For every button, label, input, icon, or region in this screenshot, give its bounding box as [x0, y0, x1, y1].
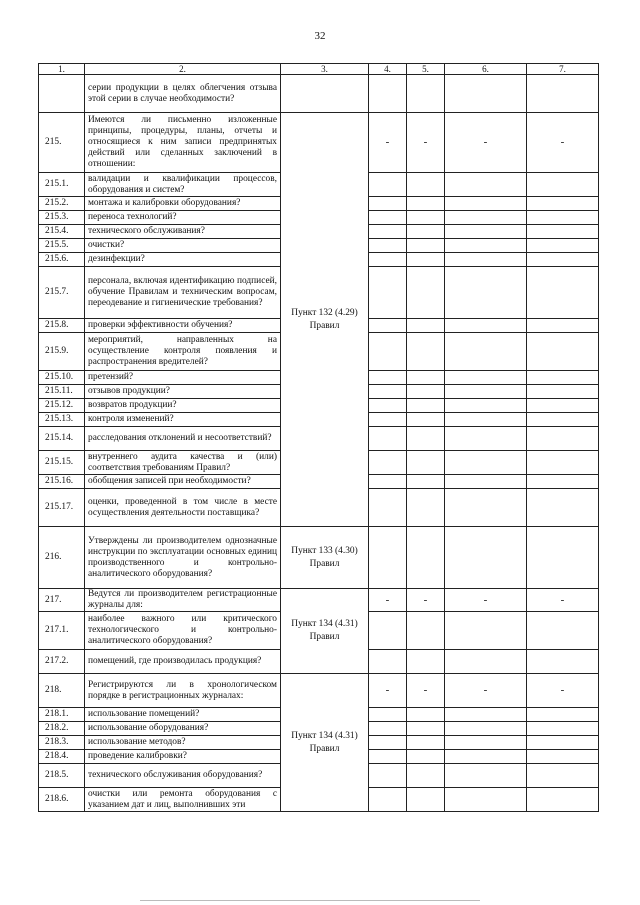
answer-cell[interactable] [445, 413, 527, 427]
answer-cell[interactable] [369, 788, 407, 812]
answer-cell[interactable] [445, 708, 527, 722]
answer-cell[interactable] [527, 319, 599, 333]
item-number: 218.6. [39, 788, 85, 812]
answer-cell[interactable] [369, 708, 407, 722]
question-text: использование оборудования? [85, 722, 281, 736]
answer-cell[interactable] [369, 385, 407, 399]
answer-cell[interactable] [407, 333, 445, 371]
item-number: 215.11. [39, 385, 85, 399]
question-text: технического обслуживания оборудования? [85, 764, 281, 788]
answer-cell[interactable] [527, 736, 599, 750]
answer-cell[interactable] [369, 413, 407, 427]
answer-cell[interactable] [527, 427, 599, 451]
answer-cell[interactable] [369, 722, 407, 736]
answer-cell[interactable] [527, 197, 599, 211]
table-row [39, 113, 599, 173]
answer-cell[interactable] [445, 722, 527, 736]
dash-mark: - [560, 593, 565, 606]
item-number: 217.2. [39, 650, 85, 674]
question-text: дезинфекции? [85, 253, 281, 267]
question-text: помещений, где производилась продукция? [85, 650, 281, 674]
answer-cell[interactable] [445, 197, 527, 211]
question-text: претензий? [85, 371, 281, 385]
dash-mark: - [483, 593, 488, 606]
dash-mark: - [483, 684, 488, 696]
answer-cell[interactable] [407, 239, 445, 253]
answer-cell[interactable] [445, 674, 527, 708]
column-header: 4. [369, 64, 407, 75]
answer-cell[interactable] [407, 650, 445, 674]
answer-cell[interactable] [527, 113, 599, 173]
question-text: обобщения записей при необходимости? [85, 475, 281, 489]
answer-cell[interactable] [369, 225, 407, 239]
item-number: 215.16. [39, 475, 85, 489]
item-number: 215. [39, 113, 85, 173]
answer-cell[interactable] [407, 489, 445, 527]
dash-mark: - [385, 684, 390, 696]
item-number: 215.3. [39, 211, 85, 225]
answer-cell[interactable] [527, 239, 599, 253]
answer-cell[interactable] [407, 589, 445, 612]
checklist-table [38, 63, 599, 812]
question-text: Регистрируются ли в хронологическом порядке в регистрационных журналах: [85, 674, 281, 708]
answer-cell[interactable] [369, 764, 407, 788]
answer-cell[interactable] [445, 267, 527, 319]
answer-cell[interactable] [407, 267, 445, 319]
question-text: наиболее важного или критического технологического и контрольно-аналитического оборудования? [85, 612, 281, 650]
answer-cell[interactable] [445, 211, 527, 225]
answer-cell[interactable] [527, 451, 599, 475]
column-header: 3. [281, 64, 369, 75]
item-number: 215.15. [39, 451, 85, 475]
answer-cell[interactable] [445, 650, 527, 674]
answer-cell[interactable] [407, 113, 445, 173]
item-number: 215.9. [39, 333, 85, 371]
answer-cell[interactable] [369, 239, 407, 253]
column-header: 1. [39, 64, 85, 75]
answer-cell[interactable] [445, 75, 527, 113]
item-number: 215.14. [39, 427, 85, 451]
answer-cell[interactable] [445, 385, 527, 399]
answer-cell[interactable] [445, 612, 527, 650]
question-text: проверки эффективности обучения? [85, 319, 281, 333]
item-number: 217. [39, 589, 85, 612]
dash-mark: - [423, 136, 428, 148]
answer-cell[interactable] [445, 319, 527, 333]
answer-cell[interactable] [407, 708, 445, 722]
answer-cell[interactable] [407, 371, 445, 385]
answer-cell[interactable] [445, 451, 527, 475]
answer-cell[interactable] [407, 475, 445, 489]
answer-cell[interactable] [445, 225, 527, 239]
item-number: 215.4. [39, 225, 85, 239]
answer-cell[interactable] [527, 173, 599, 197]
item-number: 215.1. [39, 173, 85, 197]
question-text: очистки? [85, 239, 281, 253]
answer-cell[interactable] [527, 489, 599, 527]
item-number: 215.2. [39, 197, 85, 211]
answer-cell[interactable] [527, 650, 599, 674]
answer-cell[interactable] [527, 612, 599, 650]
answer-cell[interactable] [369, 750, 407, 764]
answer-cell[interactable] [527, 267, 599, 319]
question-text: монтажа и калибровки оборудования? [85, 197, 281, 211]
answer-cell[interactable] [527, 399, 599, 413]
answer-cell[interactable] [369, 475, 407, 489]
answer-cell[interactable] [527, 225, 599, 239]
legal-reference: Пункт 134 (4.31) Правил [281, 589, 369, 674]
question-text: мероприятий, направленных на осуществление контроля появления и распространения вредителей? [85, 333, 281, 371]
answer-cell[interactable] [407, 722, 445, 736]
answer-cell[interactable] [445, 253, 527, 267]
question-text: очистки или ремонта оборудования с указанием дат и лиц, выполнивших эти [85, 788, 281, 812]
answer-cell[interactable] [445, 750, 527, 764]
answer-cell[interactable] [407, 427, 445, 451]
answer-cell[interactable] [369, 451, 407, 475]
question-text: Имеются ли письменно изложенные принципы, процедуры, планы, отчеты и относящиеся к ним записи предпринятых действий или сделанных заключений в отношении: [85, 113, 281, 173]
answer-cell[interactable] [369, 211, 407, 225]
item-number: 215.12. [39, 399, 85, 413]
answer-cell[interactable] [407, 197, 445, 211]
answer-cell[interactable] [527, 764, 599, 788]
table-row [39, 75, 599, 113]
answer-cell[interactable] [527, 527, 599, 589]
legal-reference: Пункт 132 (4.29) Правил [281, 113, 369, 527]
answer-cell[interactable] [527, 589, 599, 612]
item-number: 217.1. [39, 612, 85, 650]
answer-cell[interactable] [369, 427, 407, 451]
answer-cell[interactable] [407, 674, 445, 708]
question-text: отзывов продукции? [85, 385, 281, 399]
dash-mark: - [423, 684, 428, 696]
legal-reference: Пункт 133 (4.30) Правил [281, 527, 369, 589]
page-number: 32 [314, 30, 326, 42]
answer-cell[interactable] [445, 489, 527, 527]
answer-cell[interactable] [369, 113, 407, 173]
dash-mark: - [423, 593, 428, 606]
table-row [39, 527, 599, 589]
item-number: 218.4. [39, 750, 85, 764]
answer-cell[interactable] [445, 527, 527, 589]
answer-cell[interactable] [369, 173, 407, 197]
answer-cell[interactable] [407, 451, 445, 475]
answer-cell[interactable] [407, 527, 445, 589]
answer-cell[interactable] [407, 788, 445, 812]
item-number: 215.5. [39, 239, 85, 253]
answer-cell[interactable] [407, 612, 445, 650]
answer-cell[interactable] [407, 253, 445, 267]
answer-cell[interactable] [369, 650, 407, 674]
column-header: 7. [527, 64, 599, 75]
answer-cell[interactable] [369, 253, 407, 267]
question-text: использование методов? [85, 736, 281, 750]
question-text: технического обслуживания? [85, 225, 281, 239]
question-text: проведение калибровки? [85, 750, 281, 764]
item-number [39, 75, 85, 113]
answer-cell[interactable] [527, 750, 599, 764]
answer-cell[interactable] [445, 173, 527, 197]
column-header: 5. [407, 64, 445, 75]
question-text: переноса технологий? [85, 211, 281, 225]
answer-cell[interactable] [369, 527, 407, 589]
answer-cell[interactable] [445, 736, 527, 750]
answer-cell[interactable] [369, 489, 407, 527]
dash-mark: - [560, 684, 565, 696]
answer-cell[interactable] [407, 764, 445, 788]
answer-cell[interactable] [445, 333, 527, 371]
answer-cell[interactable] [369, 736, 407, 750]
answer-cell[interactable] [369, 197, 407, 211]
question-text: использование помещений? [85, 708, 281, 722]
question-text: серии продукции в целях облегчения отзыва этой серии в случае необходимости? [85, 75, 281, 113]
answer-cell[interactable] [527, 385, 599, 399]
answer-cell[interactable] [445, 113, 527, 173]
question-text: персонала, включая идентификацию подписей, обучение Правилам и техническим вопросам, переодевание и гигиенические требования? [85, 267, 281, 319]
item-number: 215.7. [39, 267, 85, 319]
item-number: 215.17. [39, 489, 85, 527]
answer-cell[interactable] [407, 750, 445, 764]
answer-cell[interactable] [527, 333, 599, 371]
item-number: 215.8. [39, 319, 85, 333]
question-text: внутреннего аудита качества и (или) соответствия требованиям Правил? [85, 451, 281, 475]
answer-cell[interactable] [527, 371, 599, 385]
answer-cell[interactable] [407, 225, 445, 239]
answer-cell[interactable] [445, 788, 527, 812]
table-row [39, 674, 599, 708]
item-number: 216. [39, 527, 85, 589]
answer-cell[interactable] [369, 75, 407, 113]
answer-cell[interactable] [527, 253, 599, 267]
answer-cell[interactable] [407, 319, 445, 333]
answer-cell[interactable] [407, 399, 445, 413]
answer-cell[interactable] [369, 612, 407, 650]
dash-mark: - [483, 136, 488, 148]
dash-mark: - [385, 136, 390, 148]
answer-cell[interactable] [445, 589, 527, 612]
item-number: 218. [39, 674, 85, 708]
answer-cell[interactable] [407, 736, 445, 750]
answer-cell[interactable] [527, 75, 599, 113]
answer-cell[interactable] [369, 319, 407, 333]
item-number: 215.10. [39, 371, 85, 385]
answer-cell[interactable] [407, 173, 445, 197]
answer-cell[interactable] [445, 475, 527, 489]
question-text: Ведутся ли производителем регистрационные журналы для: [85, 589, 281, 612]
answer-cell[interactable] [407, 211, 445, 225]
answer-cell[interactable] [445, 427, 527, 451]
answer-cell[interactable] [527, 708, 599, 722]
answer-cell[interactable] [527, 211, 599, 225]
answer-cell[interactable] [369, 674, 407, 708]
page-edge-line [140, 900, 480, 901]
answer-cell[interactable] [445, 764, 527, 788]
answer-cell[interactable] [407, 385, 445, 399]
item-number: 218.1. [39, 708, 85, 722]
item-number: 218.3. [39, 736, 85, 750]
item-number: 218.2. [39, 722, 85, 736]
dash-mark: - [385, 593, 390, 606]
answer-cell[interactable] [369, 333, 407, 371]
answer-cell[interactable] [527, 722, 599, 736]
answer-cell[interactable] [369, 371, 407, 385]
answer-cell[interactable] [369, 267, 407, 319]
answer-cell[interactable] [407, 75, 445, 113]
question-text: контроля изменений? [85, 413, 281, 427]
column-header: 6. [445, 64, 527, 75]
column-header: 2. [85, 64, 281, 75]
question-text: оценки, проведенной в том числе в месте осуществления деятельности поставщика? [85, 489, 281, 527]
table-row [39, 589, 599, 612]
answer-cell[interactable] [445, 371, 527, 385]
question-text: валидации и квалификации процессов, оборудования и систем? [85, 173, 281, 197]
answer-cell[interactable] [369, 589, 407, 612]
answer-cell[interactable] [445, 399, 527, 413]
answer-cell[interactable] [527, 788, 599, 812]
legal-reference: Пункт 134 (4.31) Правил [281, 674, 369, 812]
answer-cell[interactable] [527, 413, 599, 427]
answer-cell[interactable] [527, 674, 599, 708]
answer-cell[interactable] [445, 239, 527, 253]
item-number: 215.13. [39, 413, 85, 427]
answer-cell[interactable] [369, 399, 407, 413]
question-text: Утверждены ли производителем однозначные инструкции по эксплуатации основных единиц производственного и контрольно-аналитического оборудования? [85, 527, 281, 589]
item-number: 215.6. [39, 253, 85, 267]
question-text: возвратов продукции? [85, 399, 281, 413]
column-header-row [39, 64, 599, 75]
item-number: 218.5. [39, 764, 85, 788]
legal-reference [281, 75, 369, 113]
dash-mark: - [560, 136, 565, 148]
answer-cell[interactable] [527, 475, 599, 489]
question-text: расследования отклонений и несоответствий? [85, 427, 281, 451]
answer-cell[interactable] [407, 413, 445, 427]
